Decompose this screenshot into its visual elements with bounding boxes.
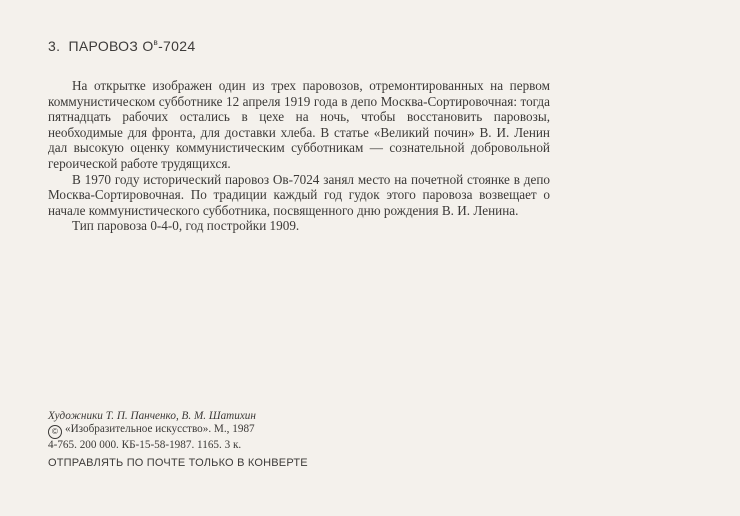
copyright-icon: © xyxy=(48,425,62,439)
description-text xyxy=(48,78,550,234)
artists-names: Т. П. Панченко, В. М. Шатихин xyxy=(105,410,256,422)
paragraph-specs: Тип паровоза 0-4-0, год постройки 1909. xyxy=(72,218,300,234)
card-title xyxy=(48,38,195,54)
paragraph-history: На открытке изображен один из трех паровозов, отремонтированных на первом коммунистическом субботнике 12 апреля 1919 года в депо Москва-Сортировочная: тогда пятнадцать рабочих остались в цехе на ночь, чтобы восстановить паровозы, необходимые для фронта, для доставки хлеба. В статье «Великий почин» В. И. Ленин дал высокую оценку коммунистическим субботникам — сознательной добровольной героической работе трудящихся. xyxy=(48,78,550,171)
locomotive-series-superscript: в xyxy=(153,38,159,47)
print-info-line: 4-765. 200 000. КБ-15-58-1987. 1165. 3 к. xyxy=(48,438,242,451)
card-title-text: ПАРОВОЗ xyxy=(68,38,139,54)
mailing-notice: ОТПРАВЛЯТЬ ПО ПОЧТЕ ТОЛЬКО В КОНВЕРТЕ xyxy=(48,457,308,469)
publication-credits xyxy=(48,410,256,451)
locomotive-series-letter: О xyxy=(142,38,154,54)
publisher-text: «Изобразительное искусство». М., 1987 xyxy=(65,422,255,435)
card-number: 3. xyxy=(48,38,61,54)
locomotive-series-number: -7024 xyxy=(158,38,196,54)
paragraph-tradition: В 1970 году исторический паровоз Ов-7024 занял место на почетной стоянке в депо Москва-Сортировочная. По традиции каждый год гудок этого паровоза возвещает о начале коммунистического субботника, посвященного дню рождения В. И. Ленина. xyxy=(48,171,550,218)
artists-label: Художники xyxy=(48,410,103,422)
artists-line xyxy=(48,410,256,423)
publisher-line xyxy=(48,423,256,439)
locomotive-series xyxy=(142,38,195,54)
